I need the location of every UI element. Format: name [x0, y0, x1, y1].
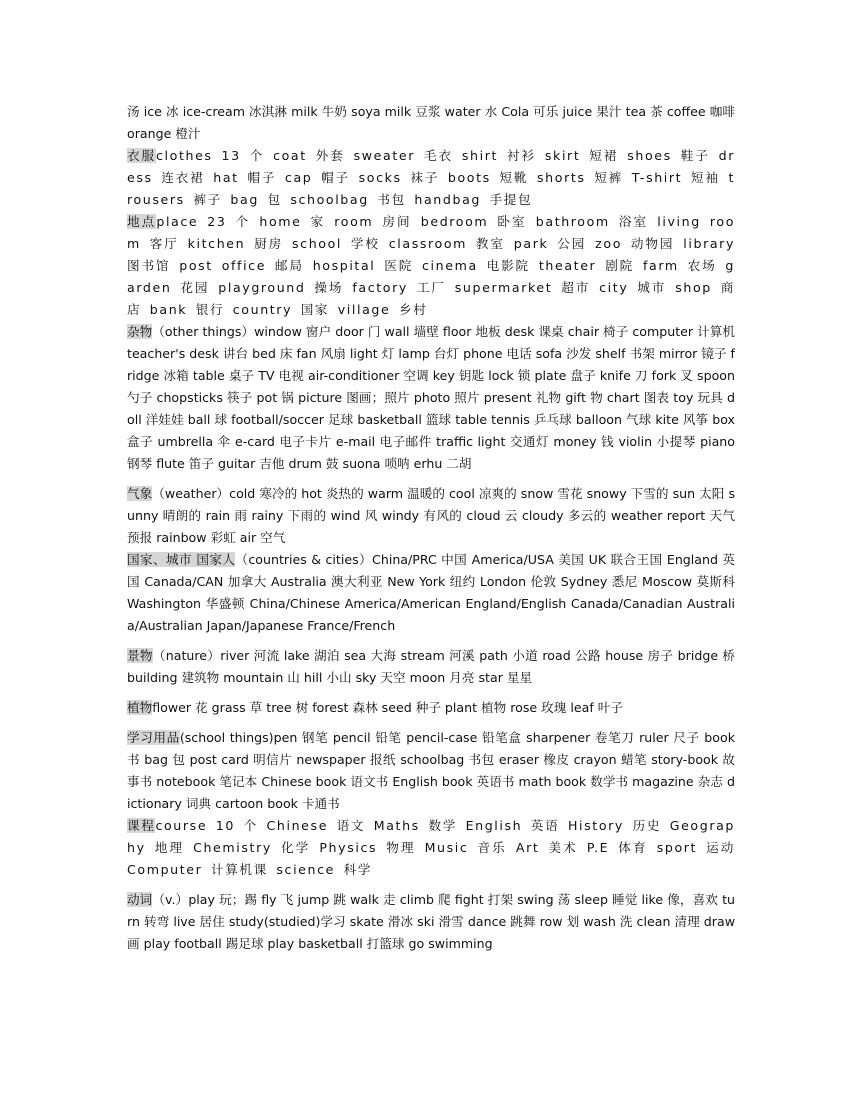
section-text: （other things）window 窗户 door 门 wall 墙壁 floor 地板 desk 课桌 chair 椅子 computer 计算机 teacher's desk 讲台 bed 床 fan 风扇 light 灯 lamp 台灯 phone 电话 sofa 沙发 shelf 书架 mirror 镜子 fridge 冰箱 table 桌子 TV 电视 air-conditioner 空调 key 钥匙 lock 锁 plate 盘子 knife 刀 fork 叉 spoon 勺子 chopsticks 筷子 pot 锅 picture 图画；照片 photo 照片 present 礼物 gift 物 chart 图表 toy 玩具 doll 洋娃娃 ball 球 football/soccer 足球 basketball 篮球 table tennis 乒乓球 balloon 气球 kite 风筝 box 盒子 umbrella 伞 e-card 电子卡片 e-mail 电子邮件 traffic light 交通灯 money 钱 violin 小提琴 piano 钢琴 flute 笛子 guitar 吉他 drum 鼓 suona 唢呐 erhu 二胡	[127, 324, 735, 471]
section-heading: 国家、城市 国家人	[127, 552, 236, 567]
section-heading: 地点	[127, 214, 157, 229]
section-text: place 23 个 home 家 room 房间 bedroom 卧室 bathroom 浴室 living room 客厅 kitchen 厨房 school 学校 classroom 教室 park 公园 zoo 动物园 library 图书馆 post office 邮局 hospital 医院 cinema 电影院 theater 剧院 farm 农场 garden 花园 playground 操场 factory 工厂 supermarket 超市 city 城市 shop 商店 bank 银行 country 国家 village 乡村	[127, 214, 735, 317]
section-clothes	[127, 145, 735, 211]
section-text: flower 花 grass 草 tree 树 forest 森林 seed 种子 plant 植物 rose 玫瑰 leaf 叶子	[152, 700, 623, 715]
section-other-things	[127, 321, 735, 475]
section-text: （v.）play 玩；踢 fly 飞 jump 跳 walk 走 climb 爬 fight 打架 swing 荡 sleep 睡觉 like 像，喜欢 turn 转弯 live 居住 study(studied)学习 skate 滑冰 ski 滑雪 dance 跳舞 row 划 wash 洗 clean 清理 draw 画 play football 踢足球 play basketball 打篮球 go swimming	[127, 892, 735, 951]
section-text: (school things)pen 钢笔 pencil 铅笔 pencil-case 铅笔盒 sharpener 卷笔刀 ruler 尺子 book 书 bag 包 post card 明信片 newspaper 报纸 schoolbag 书包 eraser 橡皮 crayon 蜡笔 story-book 故事书 notebook 笔记本 Chinese book 语文书 English book 英语书 math book 数学书 magazine 杂志 dictionary 词典 cartoon book 卡通书	[127, 730, 736, 811]
section-courses	[127, 815, 735, 881]
section-heading: 植物	[127, 700, 153, 715]
section-weather	[127, 483, 735, 549]
section-heading: 气象	[127, 486, 153, 501]
section-text: clothes 13 个 coat 外套 sweater 毛衣 shirt 衬衫 skirt 短裙 shoes 鞋子 dress 连衣裙 hat 帽子 cap 帽子 socks 袜子 boots 短靴 shorts 短裤 T-shirt 短袖 trousers 裤子 bag 包 schoolbag 书包 handbag 手提包	[127, 148, 736, 207]
section-drinks	[127, 101, 735, 145]
section-heading: 学习用品	[127, 730, 180, 745]
section-text: （nature）river 河流 lake 湖泊 sea 大海 stream 河溪 path 小道 road 公路 house 房子 bridge 桥 building 建筑物 mountain 山 hill 小山 sky 天空 moon 月亮 star 星星	[127, 648, 735, 685]
section-heading: 杂物	[127, 324, 153, 339]
section-places	[127, 211, 735, 321]
section-heading: 衣服	[127, 148, 157, 163]
section-verbs	[127, 889, 735, 955]
section-text: course 10 个 Chinese 语文 Maths 数学 English 英语 History 历史 Geography 地理 Chemistry 化学 Physics 物理 Music 音乐 Art 美术 P.E 体育 sport 运动 Computer 计算机课 science 科学	[127, 818, 736, 877]
section-plants	[127, 697, 735, 719]
section-text: （weather）cold 寒冷的 hot 炎热的 warm 温暖的 cool 凉爽的 snow 雪花 snowy 下雪的 sun 太阳 sunny 晴朗的 rain 雨 rainy 下雨的 wind 风 windy 有风的 cloud 云 cloudy 多云的 weather report 天气预报 rainbow 彩虹 air 空气	[127, 486, 736, 545]
document-page	[127, 101, 735, 955]
section-heading: 景物	[127, 648, 153, 663]
section-heading: 课程	[127, 818, 156, 833]
section-text: （countries & cities）China/PRC 中国 America/USA 美国 UK 联合王国 England 英国 Canada/CAN 加拿大 Australia 澳大利亚 New York 纽约 London 伦敦 Sydney 悉尼 Moscow 莫斯科 Washington 华盛顿 China/Chinese America/American England/English Canada/Canadian Australia/Australian Japan/Japanese France/French	[127, 552, 735, 633]
section-heading: 动词	[127, 892, 153, 907]
section-text: 汤 ice 冰 ice-cream 冰淇淋 milk 牛奶 soya milk 豆浆 water 水 Cola 可乐 juice 果汁 tea 茶 coffee 咖啡 orange 橙汁	[127, 104, 735, 141]
section-school-things	[127, 727, 735, 815]
section-countries	[127, 549, 735, 637]
section-nature	[127, 645, 735, 689]
